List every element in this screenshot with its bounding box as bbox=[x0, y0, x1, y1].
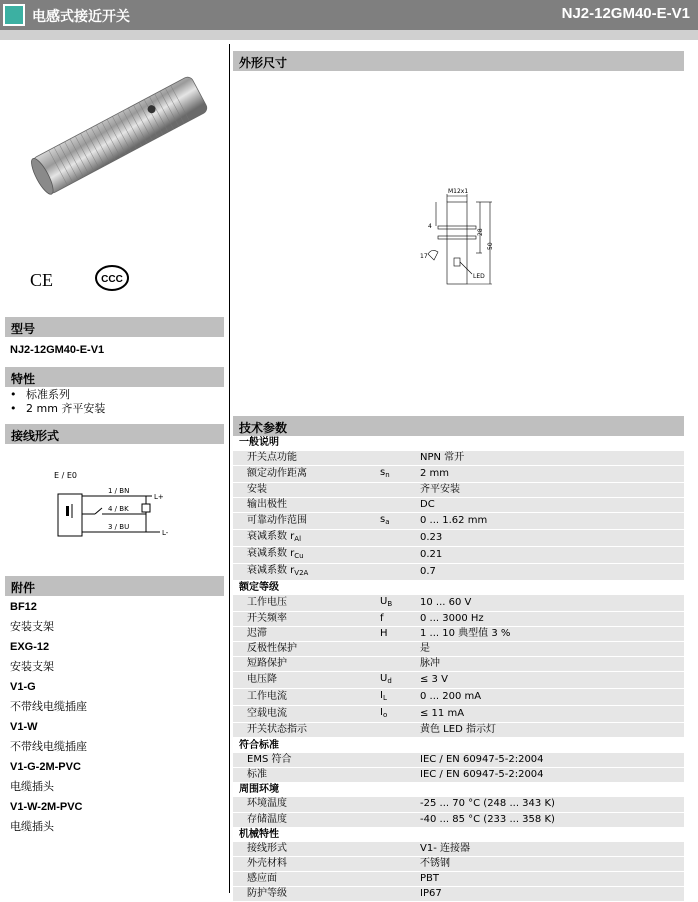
page-title: 电感式接近开关 bbox=[32, 9, 130, 25]
spec-label: 开关频率 bbox=[233, 612, 380, 627]
accessory-name: V1-G bbox=[10, 681, 36, 693]
spec-label: 衰减系数 $r_{V2A}$ bbox=[233, 564, 380, 581]
spec-symbol: $I_o$ bbox=[380, 706, 420, 723]
header-subbar bbox=[0, 30, 698, 40]
spec-label: 额定动作距离 bbox=[233, 466, 380, 483]
spec-row bbox=[233, 530, 684, 547]
model-value: NJ2-12GM40-E-V1 bbox=[10, 344, 105, 356]
svg-text:1 / BN: 1 / BN bbox=[108, 487, 130, 495]
spec-row bbox=[233, 498, 684, 513]
spec-value: 2 mm bbox=[420, 466, 684, 483]
svg-text:L+: L+ bbox=[154, 493, 164, 501]
spec-value: 黄色 LED 指示灯 bbox=[420, 723, 684, 738]
spec-row bbox=[233, 723, 684, 738]
svg-text:M12x1: M12x1 bbox=[448, 188, 469, 195]
spec-label: 开关点功能 bbox=[233, 451, 380, 466]
features-list bbox=[10, 388, 105, 416]
feature-item: • 标准系列 bbox=[10, 388, 105, 402]
accessory-desc: 电缆插头 bbox=[10, 820, 54, 833]
spec-row bbox=[233, 627, 684, 642]
spec-label: EMS 符合 bbox=[233, 753, 380, 768]
spec-row bbox=[233, 672, 684, 689]
spec-symbol bbox=[380, 857, 420, 872]
spec-row bbox=[233, 595, 684, 612]
accessory-name: BF12 bbox=[10, 601, 37, 613]
page-header bbox=[0, 0, 698, 30]
spec-label: 标准 bbox=[233, 767, 380, 782]
svg-text:4 / BK: 4 / BK bbox=[108, 505, 129, 513]
spec-row bbox=[233, 564, 684, 581]
spec-label: 防护等级 bbox=[233, 887, 380, 902]
spec-symbol: $s_a$ bbox=[380, 513, 420, 530]
svg-text:L-: L- bbox=[162, 529, 169, 537]
spec-group-title: 符合标准 bbox=[233, 738, 684, 753]
spec-symbol bbox=[380, 797, 420, 812]
spec-table bbox=[233, 436, 684, 902]
spec-value: 0 ... 3000 Hz bbox=[420, 612, 684, 627]
spec-row bbox=[233, 706, 684, 723]
spec-label: 接线形式 bbox=[233, 842, 380, 857]
spec-label: 空载电流 bbox=[233, 706, 380, 723]
spec-label: 感应面 bbox=[233, 872, 380, 887]
spec-value: 是 bbox=[420, 642, 684, 657]
spec-row bbox=[233, 887, 684, 902]
spec-value: -40 ... 85 °C (233 ... 358 K) bbox=[420, 812, 684, 827]
spec-value: NPN 常开 bbox=[420, 451, 684, 466]
spec-value: IEC / EN 60947-5-2:2004 bbox=[420, 767, 684, 782]
accessory-desc: 安装支架 bbox=[10, 620, 54, 633]
spec-row bbox=[233, 451, 684, 466]
svg-text:LED: LED bbox=[473, 273, 485, 280]
spec-group-title: 周围环境 bbox=[233, 782, 684, 797]
svg-text:28: 28 bbox=[477, 228, 484, 236]
spec-label: 短路保护 bbox=[233, 657, 380, 672]
spec-value: 脉冲 bbox=[420, 657, 684, 672]
spec-value: 不锈钢 bbox=[420, 857, 684, 872]
spec-symbol bbox=[380, 767, 420, 782]
spec-label: 环境温度 bbox=[233, 797, 380, 812]
spec-row bbox=[233, 547, 684, 564]
spec-row bbox=[233, 753, 684, 768]
spec-label: 反极性保护 bbox=[233, 642, 380, 657]
spec-symbol: f bbox=[380, 612, 420, 627]
spec-row bbox=[233, 466, 684, 483]
spec-group-title: 机械特性 bbox=[233, 827, 684, 842]
spec-row bbox=[233, 642, 684, 657]
svg-text:17: 17 bbox=[420, 253, 428, 260]
product-photo bbox=[20, 60, 220, 210]
spec-symbol bbox=[380, 642, 420, 657]
spec-value: 0.7 bbox=[420, 564, 684, 581]
accessories-heading: 附件 bbox=[5, 576, 224, 596]
svg-text:CCC: CCC bbox=[101, 274, 123, 285]
spec-value: 齐平安装 bbox=[420, 483, 684, 498]
spec-symbol bbox=[380, 887, 420, 902]
ccc-mark-icon bbox=[94, 264, 130, 292]
wiring-diagram bbox=[50, 468, 190, 548]
svg-text:3 / BU: 3 / BU bbox=[108, 523, 130, 531]
spec-row bbox=[233, 812, 684, 827]
spec-value: 10 ... 60 V bbox=[420, 595, 684, 612]
spec-value: 0.23 bbox=[420, 530, 684, 547]
accessory-desc: 不带线电缆插座 bbox=[10, 740, 87, 753]
spec-value: ≤ 3 V bbox=[420, 672, 684, 689]
spec-value: DC bbox=[420, 498, 684, 513]
spec-label: 工作电压 bbox=[233, 595, 380, 612]
spec-row bbox=[233, 612, 684, 627]
spec-value: 0 ... 200 mA bbox=[420, 689, 684, 706]
svg-text:E / E0: E / E0 bbox=[54, 471, 77, 480]
accessory-name: V1-G-2M-PVC bbox=[10, 761, 81, 773]
spec-value: 0.21 bbox=[420, 547, 684, 564]
spec-symbol bbox=[380, 451, 420, 466]
dimensions-heading: 外形尺寸 bbox=[233, 51, 684, 71]
spec-label: 外壳材料 bbox=[233, 857, 380, 872]
spec-symbol bbox=[380, 498, 420, 513]
accessory-desc: 安装支架 bbox=[10, 660, 54, 673]
ce-mark-icon: CE bbox=[30, 270, 54, 290]
spec-symbol: H bbox=[380, 627, 420, 642]
spec-value: PBT bbox=[420, 872, 684, 887]
spec-row bbox=[233, 857, 684, 872]
svg-text:50: 50 bbox=[487, 242, 494, 250]
spec-row bbox=[233, 513, 684, 530]
features-heading: 特性 bbox=[5, 367, 224, 387]
spec-symbol: $U_d$ bbox=[380, 672, 420, 689]
spec-value: IP67 bbox=[420, 887, 684, 902]
spec-label: 输出极性 bbox=[233, 498, 380, 513]
spec-value: V1- 连接器 bbox=[420, 842, 684, 857]
spec-symbol bbox=[380, 547, 420, 564]
model-heading: 型号 bbox=[5, 317, 224, 337]
spec-symbol bbox=[380, 812, 420, 827]
accessory-name: V1-W bbox=[10, 721, 38, 733]
specs-heading: 技术参数 bbox=[233, 416, 684, 436]
accessory-desc: 电缆插头 bbox=[10, 780, 54, 793]
spec-symbol bbox=[380, 657, 420, 672]
brand-logo-icon bbox=[3, 4, 25, 26]
spec-row bbox=[233, 872, 684, 887]
spec-row bbox=[233, 657, 684, 672]
spec-symbol: $s_n$ bbox=[380, 466, 420, 483]
dimension-drawing bbox=[410, 188, 510, 288]
spec-symbol bbox=[380, 842, 420, 857]
accessories-list bbox=[10, 597, 87, 837]
spec-group-title: 额定等级 bbox=[233, 581, 684, 596]
spec-row bbox=[233, 767, 684, 782]
spec-value: IEC / EN 60947-5-2:2004 bbox=[420, 753, 684, 768]
spec-row bbox=[233, 842, 684, 857]
spec-label: 安装 bbox=[233, 483, 380, 498]
spec-row bbox=[233, 483, 684, 498]
spec-symbol bbox=[380, 753, 420, 768]
spec-label: 工作电流 bbox=[233, 689, 380, 706]
column-divider bbox=[229, 44, 230, 893]
spec-symbol bbox=[380, 872, 420, 887]
spec-group-title: 一般说明 bbox=[233, 436, 684, 451]
spec-label: 迟滞 bbox=[233, 627, 380, 642]
accessory-desc: 不带线电缆插座 bbox=[10, 700, 87, 713]
spec-label: 衰减系数 $r_{Cu}$ bbox=[233, 547, 380, 564]
page-model: NJ2-12GM40-E-V1 bbox=[561, 5, 690, 22]
accessory-name: EXG-12 bbox=[10, 641, 50, 653]
spec-value: -25 ... 70 °C (248 ... 343 K) bbox=[420, 797, 684, 812]
wiring-heading: 接线形式 bbox=[5, 424, 224, 444]
spec-label: 存储温度 bbox=[233, 812, 380, 827]
spec-value: 1 ... 10 典型值 3 % bbox=[420, 627, 684, 642]
spec-symbol bbox=[380, 723, 420, 738]
spec-label: 开关状态指示 bbox=[233, 723, 380, 738]
svg-text:4: 4 bbox=[428, 223, 432, 230]
spec-value: 0 ... 1.62 mm bbox=[420, 513, 684, 530]
spec-label: 可靠动作范围 bbox=[233, 513, 380, 530]
spec-row bbox=[233, 797, 684, 812]
spec-symbol bbox=[380, 530, 420, 547]
spec-symbol: $I_L$ bbox=[380, 689, 420, 706]
spec-symbol bbox=[380, 564, 420, 581]
spec-label: 衰减系数 $r_{Al}$ bbox=[233, 530, 380, 547]
feature-item: • 2 mm 齐平安装 bbox=[10, 402, 105, 416]
spec-symbol: $U_B$ bbox=[380, 595, 420, 612]
spec-symbol bbox=[380, 483, 420, 498]
spec-value: ≤ 11 mA bbox=[420, 706, 684, 723]
spec-row bbox=[233, 689, 684, 706]
accessory-name: V1-W-2M-PVC bbox=[10, 801, 83, 813]
spec-label: 电压降 bbox=[233, 672, 380, 689]
